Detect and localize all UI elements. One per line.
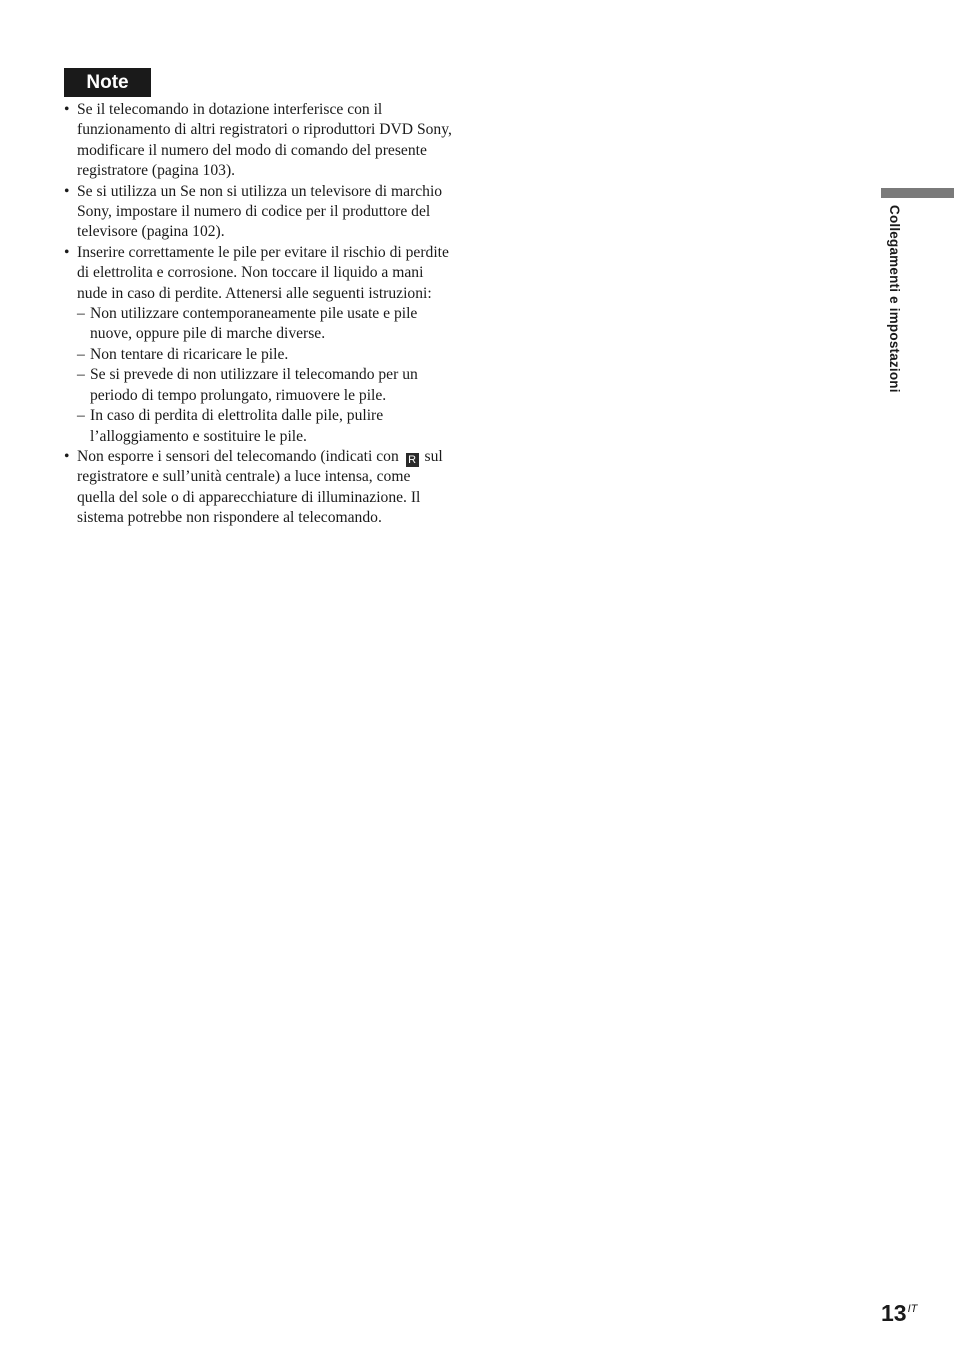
remote-sensor-icon: R: [406, 453, 419, 467]
page-number-suffix: IT: [907, 1303, 918, 1315]
side-tab-label: Collegamenti e impostazioni: [887, 205, 902, 393]
list-item-text: sul registratore e sull’unità centrale) a luce intensa, come quella del sole o di apparecchiature di illuminazione. Il sistema potrebbe non rispondere al telecomando.: [77, 447, 443, 527]
sub-list-item: – Non tentare di ricaricare le pile.: [62, 345, 452, 365]
list-item-text: Non esporre i sensori del telecomando (indicati con: [77, 447, 403, 465]
sub-list-item: – In caso di perdita di elettrolita dalle pile, pulire l’alloggiamento e sostituire le pile.: [62, 406, 452, 447]
list-item: • Se si utilizza un Se non si utilizza un televisore di marchio Sony, impostare il numero di codice per il produttore del televisore (pagina 102).: [62, 182, 452, 243]
side-tab-bar: [881, 188, 954, 198]
list-item: [62, 447, 452, 529]
sub-list-item: – Non utilizzare contemporaneamente pile usate e pile nuove, oppure pile di marche diverse.: [62, 304, 452, 345]
page-number: [881, 1300, 917, 1327]
list-item: • Inserire correttamente le pile per evitare il rischio di perdite di elettrolita e corrosione. Non toccare il liquido a mani nude in caso di perdite. Attenersi alle seguenti istruzioni:: [62, 243, 452, 304]
note-heading: Note: [64, 68, 151, 97]
sub-list-item: – Se si prevede di non utilizzare il telecomando per un periodo di tempo prolungato, rimuovere le pile.: [62, 365, 452, 406]
notes-list: [62, 100, 452, 529]
page-number-value: 13: [881, 1300, 907, 1326]
list-item: • Se il telecomando in dotazione interferisce con il funzionamento di altri registratori o riproduttori DVD Sony, modificare il numero del modo di comando del presente registratore (pagina 103).: [62, 100, 452, 182]
